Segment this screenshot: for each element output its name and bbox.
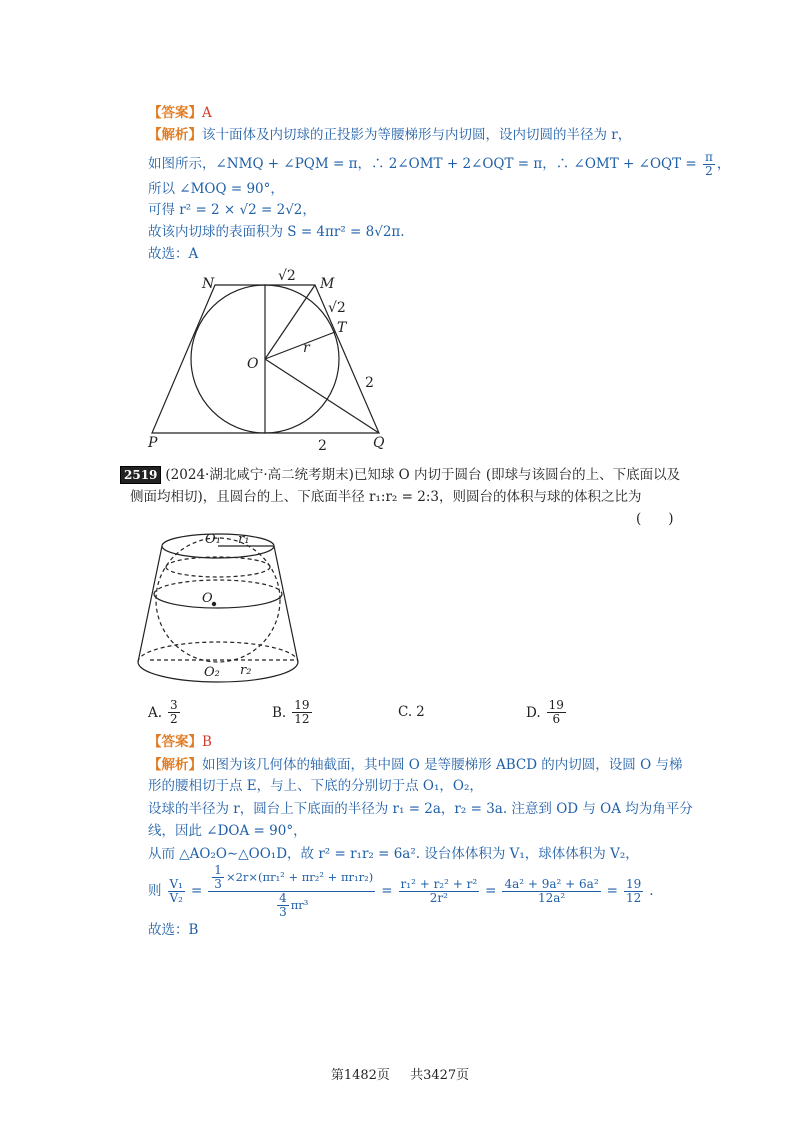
sphere-equator-front bbox=[154, 594, 282, 608]
label-O: O bbox=[247, 356, 259, 372]
option-fraction bbox=[292, 699, 311, 726]
q2-analysis-line-2: 形的腰相切于点 E，与上、下底的分别切于点 O₁，O₂， bbox=[148, 778, 483, 794]
numerator-rest: ×2r×(πr₁² + πr₂² + πr₁r₂) bbox=[225, 869, 374, 884]
sphere-equator-back bbox=[154, 580, 282, 594]
question-number: 2519 bbox=[120, 466, 161, 484]
q1-answer-line bbox=[148, 104, 212, 122]
option-letter: B. bbox=[272, 704, 287, 721]
analysis-text: 该十面体及内切球的正投影为等腰梯形与内切圆，设内切圆的半径为 r， bbox=[202, 127, 632, 143]
frac-num: 4a² + 9a² + 6a² bbox=[504, 876, 599, 891]
denominator-rest: πr³ bbox=[290, 897, 309, 912]
bracket-open: 【 bbox=[148, 757, 162, 773]
frac-num: V₁ bbox=[169, 876, 183, 891]
label-M: M bbox=[320, 276, 335, 292]
frac-num: r₁² + r₂² + r² bbox=[400, 876, 478, 891]
right-generatrix bbox=[274, 546, 298, 662]
equals-sign: = bbox=[606, 883, 618, 899]
frac-num: 4 bbox=[279, 890, 287, 905]
analysis-label: 解析 bbox=[161, 757, 189, 773]
tangent-circle-front bbox=[166, 567, 270, 577]
frustum-sphere-figure bbox=[130, 524, 310, 696]
frac-den: 2 bbox=[705, 164, 713, 178]
q1-analysis-line-4: 可得 r² = 2 × √2 = 2√2， bbox=[148, 202, 316, 218]
answer-label: 答案 bbox=[161, 734, 189, 750]
bracket-open: 【 bbox=[148, 105, 162, 121]
label-T: T bbox=[337, 320, 347, 336]
fraction-pi-over-2 bbox=[703, 151, 715, 178]
page-number: 第1482页 bbox=[330, 1068, 390, 1083]
segment-OT bbox=[265, 332, 335, 359]
q2-analysis-line-5: 从而 △AO₂O∼△OO₁D，故 r² = r₁r₂ = 6a². 设台体体积为 V₁，球体体积为 V₂， bbox=[148, 846, 639, 862]
total-pages: 共3427页 bbox=[410, 1068, 470, 1083]
left-generatrix bbox=[138, 546, 162, 662]
frac-den: 12 bbox=[625, 890, 642, 905]
label-O1: O₁ bbox=[205, 532, 221, 547]
equals-sign: = bbox=[381, 883, 393, 899]
frac-num bbox=[208, 864, 375, 892]
bracket-open: 【 bbox=[148, 734, 162, 750]
ratio-prefix: 则 bbox=[148, 883, 162, 899]
label-r2: r₂ bbox=[240, 663, 252, 678]
frac-num: 19 bbox=[294, 698, 310, 712]
frac-den: 12 bbox=[294, 712, 310, 726]
label-P: P bbox=[148, 435, 158, 451]
analysis-text: 如图所示，∠NMQ + ∠PQM = π，∴ 2∠OMT + 2∠OQT = π，∴ ∠OMT + ∠OQT = bbox=[148, 156, 697, 172]
q1-conclusion: 故选：A bbox=[148, 246, 199, 262]
q1-analysis-line-2: 如图所示，∠NMQ + ∠PQM = π，∴ 2∠OMT + 2∠OQT = π，∴ ∠OMT + ∠OQT = $\frac{\pi}{2}$ ， bbox=[148, 150, 731, 178]
bracket-close: 】 bbox=[188, 734, 202, 750]
ratio-fraction-2 bbox=[399, 878, 480, 905]
q2-conclusion: 故选：B bbox=[148, 922, 199, 938]
label-N: N bbox=[202, 276, 215, 292]
label-O: O bbox=[202, 591, 213, 606]
frac-den: 12a² bbox=[537, 890, 566, 905]
option-letter: D. bbox=[526, 704, 541, 721]
equals-sign: = bbox=[190, 883, 203, 899]
frac-den: 2r² bbox=[429, 890, 448, 905]
q2-analysis-line-1 bbox=[148, 756, 682, 774]
option-d[interactable] bbox=[526, 699, 568, 726]
frac-num: 3 bbox=[170, 698, 178, 712]
trapezoid-incircle-figure bbox=[140, 264, 400, 460]
frac-den: 3 bbox=[214, 876, 222, 891]
frac-den: 6 bbox=[552, 712, 561, 726]
bracket-close: 】 bbox=[188, 127, 202, 143]
equals-sign: = bbox=[485, 883, 497, 899]
option-letter: C. bbox=[398, 704, 413, 720]
frac-den: 2 bbox=[170, 712, 178, 726]
inscribed-sphere bbox=[156, 538, 280, 662]
label-Q: Q bbox=[373, 435, 385, 451]
bracket-close: 】 bbox=[188, 757, 202, 773]
label-O2: O₂ bbox=[204, 665, 220, 680]
answer-value: A bbox=[202, 105, 212, 121]
bottom-base-back-arc bbox=[138, 642, 298, 662]
option-c[interactable] bbox=[398, 704, 425, 720]
option-fraction bbox=[547, 699, 566, 726]
ratio-lhs bbox=[168, 878, 185, 905]
analysis-label: 解析 bbox=[161, 127, 189, 143]
q1-analysis-line-1 bbox=[148, 126, 631, 144]
q2-stem-line-2: 侧面均相切)，且圆台的上、下底面半径 r₁:r₂ = 2:3，则圆台的体积与球的体积之比为 bbox=[130, 489, 642, 505]
ratio-big-fraction bbox=[208, 864, 375, 919]
label-sqrt2-top: √2 bbox=[278, 268, 296, 284]
frac-num: π bbox=[705, 150, 713, 164]
label-2-side: 2 bbox=[365, 375, 374, 391]
ratio-fraction-3 bbox=[502, 878, 600, 905]
frac-num: 1 bbox=[214, 862, 222, 877]
label-2-bottom: 2 bbox=[318, 438, 327, 454]
bracket-close: 】 bbox=[188, 105, 202, 121]
analysis-text: 如图为该几何体的轴截面，其中圆 O 是等腰梯形 ABCD 的内切圆，设圆 O 与梯 bbox=[202, 757, 683, 773]
q2-answer-line bbox=[148, 733, 212, 751]
frac-num: 19 bbox=[625, 876, 642, 891]
option-a[interactable] bbox=[148, 699, 182, 726]
option-text: 2 bbox=[416, 704, 425, 720]
q2-analysis-line-4: 线，因此 ∠DOA = 90°， bbox=[148, 823, 307, 839]
q2-stem-line-1 bbox=[120, 466, 680, 484]
bracket-open: 【 bbox=[148, 127, 162, 143]
frac-num: 19 bbox=[548, 698, 564, 712]
stem-text: (2024·湖北咸宁·高二统考期末)已知球 O 内切于圆台 (即球与该圆台的上、下底面以及 bbox=[165, 467, 681, 483]
segment-OQ bbox=[265, 359, 379, 433]
inner-fraction bbox=[277, 892, 289, 919]
frac-den: 3 bbox=[279, 904, 287, 919]
label-sqrt2-side: √2 bbox=[328, 300, 346, 316]
option-fraction bbox=[168, 699, 180, 726]
frac-den: V₂ bbox=[169, 890, 183, 905]
q1-analysis-line-5: 故该内切球的表面积为 S = 4πr² = 8√2π. bbox=[148, 224, 405, 240]
option-letter: A. bbox=[148, 704, 163, 721]
option-b[interactable] bbox=[272, 699, 314, 726]
q2-answer-paren: ( ) bbox=[636, 511, 674, 527]
page-footer bbox=[0, 1064, 800, 1083]
answer-value: B bbox=[202, 734, 212, 750]
inner-fraction bbox=[212, 864, 224, 891]
period: . bbox=[649, 883, 654, 899]
label-r1: r₁ bbox=[238, 532, 250, 547]
answer-label: 答案 bbox=[161, 105, 189, 121]
q1-analysis-line-3: 所以 ∠MOQ = 90°， bbox=[148, 181, 284, 197]
label-r: r bbox=[303, 340, 310, 356]
ratio-fraction-4 bbox=[624, 878, 643, 905]
frac-den bbox=[273, 892, 310, 919]
volume-ratio-equation bbox=[148, 862, 654, 919]
q2-analysis-line-3: 设球的半径为 r，圆台上下底面的半径为 r₁ = 2a，r₂ = 3a. 注意到 OD 与 OA 均为角平分 bbox=[148, 801, 693, 817]
